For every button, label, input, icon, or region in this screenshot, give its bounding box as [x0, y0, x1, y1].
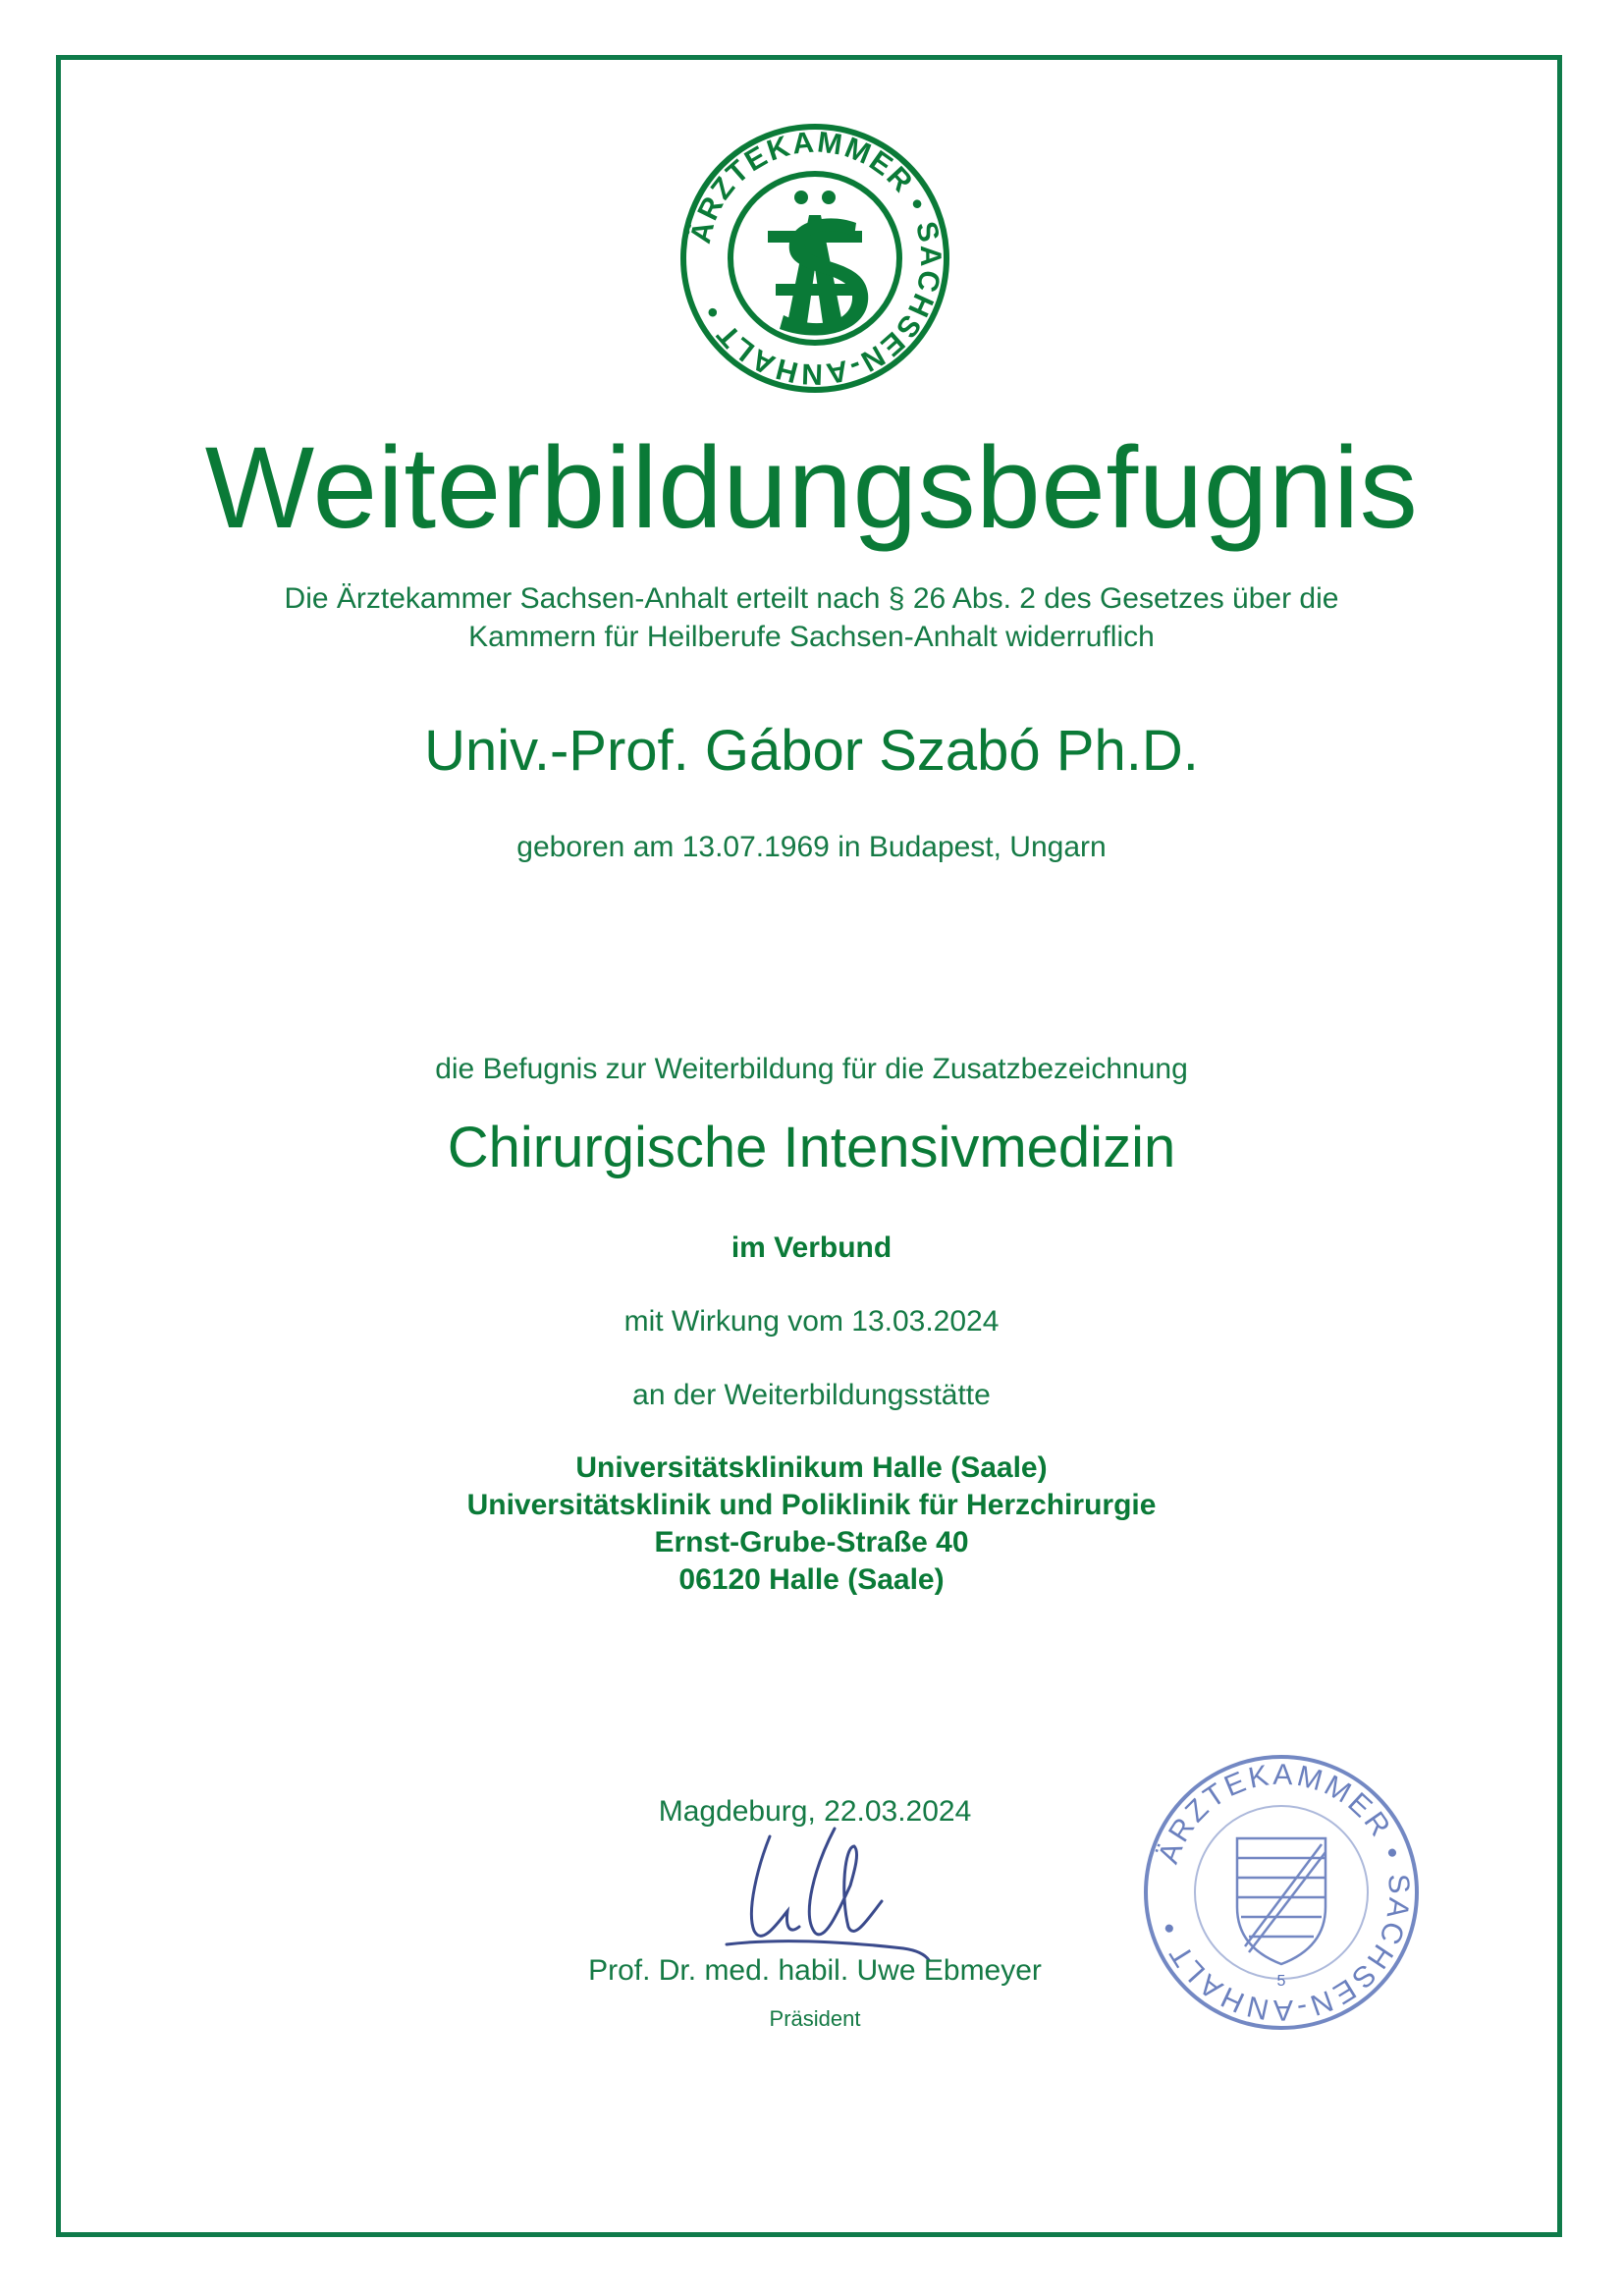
effective-date: mit Wirkung vom 13.03.2024	[623, 1305, 1000, 1338]
signer-name: Prof. Dr. med. habil. Uwe Ebmeyer	[588, 1954, 1042, 1987]
official-seal-stamp	[1139, 1750, 1424, 2035]
recipient-birth: geboren am 13.07.1969 in Budapest, Ungarn	[516, 831, 1107, 863]
stamp-number: 5	[1276, 1973, 1286, 1990]
intro-line-1: Die Ärztekammer Sachsen-Anhalt erteilt nach § 26 Abs. 2 des Gesetzes über die	[284, 582, 1339, 615]
authorization-lead: die Befugnis zur Weiterbildung für die Zusatzbezeichnung	[435, 1053, 1188, 1085]
svg-text:ÄRZTEKAMMER • SACHSEN-ANHALT •: ÄRZTEKAMMER • SACHSEN-ANHALT •	[683, 126, 947, 391]
intro-line-2: Kammern für Heilberufe Sachsen-Anhalt widerruflich	[468, 621, 1155, 653]
legal-basis-text	[0, 579, 1623, 656]
signer-role: Präsident	[769, 2006, 861, 2031]
document-title: Weiterbildungsbefugnis	[204, 423, 1419, 553]
site-line-clinic: Universitätsklinik und Poliklinik für Herzchirurgie	[466, 1489, 1157, 1521]
site-lead: an der Weiterbildungsstätte	[632, 1379, 991, 1411]
site-line-street: Ernst-Grube-Straße 40	[654, 1526, 969, 1558]
aerztekammer-logo	[677, 121, 952, 396]
site-line-hospital: Universitätsklinikum Halle (Saale)	[575, 1451, 1048, 1484]
authorization-mode: im Verbund	[730, 1231, 893, 1264]
specialty-field: Chirurgische Intensivmedizin	[447, 1116, 1176, 1179]
site-line-city: 06120 Halle (Saale)	[678, 1563, 945, 1596]
training-site-address	[0, 1449, 1623, 1599]
place-and-date: Magdeburg, 22.03.2024	[658, 1795, 972, 1828]
recipient-name: Univ.-Prof. Gábor Szabó Ph.D.	[424, 719, 1199, 783]
svg-text:ÄRZTEKAMMER • SACHSEN-ANHALT •: ÄRZTEKAMMER • SACHSEN-ANHALT •	[1152, 1758, 1416, 2027]
